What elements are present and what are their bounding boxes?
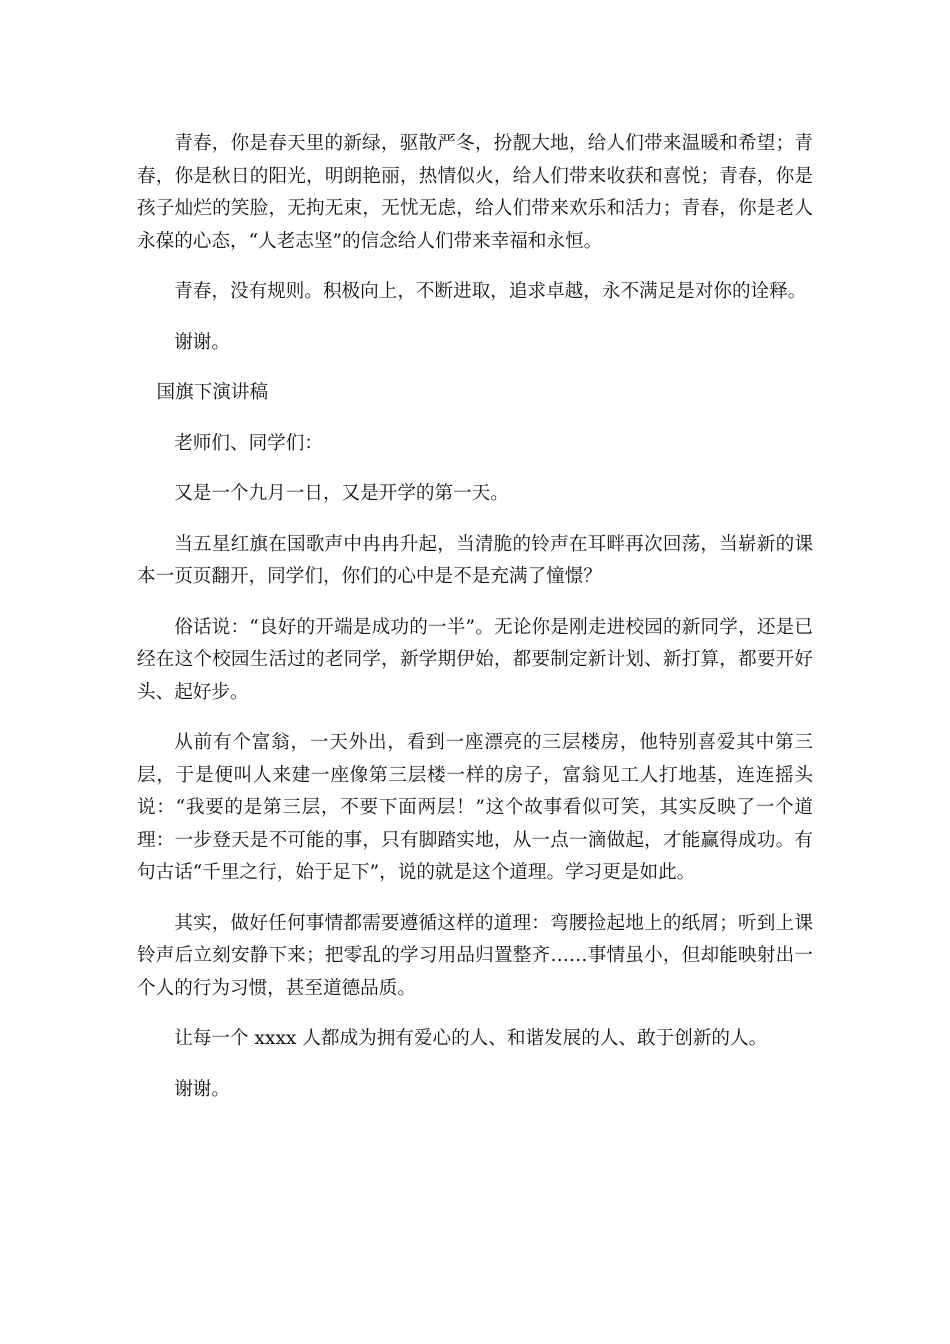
- paragraph-good-start: 俗话说：“良好的开端是成功的一半”。无论你是刚走进校园的新同学，还是已经在这个校园生活过的老同学，新学期伊始，都要制定新计划、新打算，都要开好头、起好步。: [137, 616, 813, 703]
- paragraph-first-day: 又是一个九月一日，又是开学的第一天。: [174, 483, 509, 504]
- paragraph-thanks-1: 谢谢。: [174, 331, 230, 353]
- paragraph-wish: 让每一个 xxxx 人都成为拥有爱心的人、和谐发展的人、敢于创新的人。: [174, 1028, 768, 1049]
- paragraph-greeting: 老师们、同学们：: [174, 432, 323, 454]
- speech-heading: 国旗下演讲稿: [156, 382, 269, 403]
- paragraph-youth-no-rules: 青春，没有规则。积极向上，不断进取，追求卓越，永不满足是对你的诠释。: [174, 281, 807, 302]
- paragraph-small-things: 其实，做好任何事情都需要遵循这样的道理：弯腰捡起地上的纸屑；听到上课铃声后立刻安静下来；把零乱的学习用品归置整齐……事情虽小，但却能映射出一个人的行为习惯，甚至道德品质。: [137, 912, 813, 999]
- paragraph-thanks-2: 谢谢。: [174, 1078, 230, 1100]
- paragraph-flag-raising: 当五星红旗在国歌声中冉冉升起，当清脆的铃声在耳畔再次回荡，当崭新的课本一页页翻开，同学们，你们的心中是不是充满了憧憬？: [137, 533, 813, 587]
- document-page: [137, 128, 813, 1124]
- paragraph-rich-man-story: 从前有个富翁，一天外出，看到一座漂亮的三层楼房，他特别喜爱其中第三层，于是便叫人来建一座像第三层楼一样的房子，富翁见工人打地基，连连摇头说：“我要的是第三层，不要下面两层！”这个故事看似可笑，其实反映了一个道理：一步登天是不可能的事，只有脚踏实地，从一点一滴做起，才能赢得成功。有句古话“千里之行，始于足下”，说的就是这个道理。学习更是如此。: [137, 732, 813, 883]
- paragraph-youth-metaphors: 青春，你是春天里的新绿，驱散严冬，扮靓大地，给人们带来温暖和希望；青春，你是秋日的阳光，明朗艳丽，热情似火，给人们带来收获和喜悦；青春，你是孩子灿烂的笑脸，无拘无束，无忧无虑，给人们带来欢乐和活力；青春，你是老人永葆的心态，“人老志坚”的信念给人们带来幸福和永恒。: [137, 133, 813, 252]
